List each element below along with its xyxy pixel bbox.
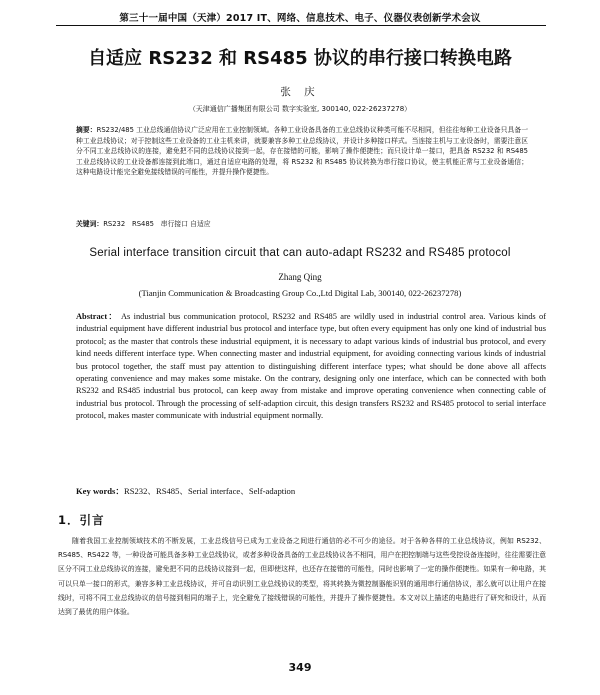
section-heading-introduction: 1．引言 <box>58 513 105 527</box>
affiliation-en: (Tianjin Communication & Broadcasting Group Co.,Ltd Digital Lab, 300140, 022-26237278) <box>138 288 462 298</box>
abstract-en-text: As industrial bus communication protocol, RS232 and RS485 are wildly used in industrial control area. Various kinds of industrial equipment have different industrial bus protocol and interface type, but often every equipment has only one kind of industrial bus protocol; as the master that controls these industrial equipment, it is necessary to adapt various kinds of industrial bus protocol, and every kind needs different interface type. When connecting master and industrial equipment, for avoiding connecting various kinds of industrial bus protocol together, the staff must pay attention to distinguishing different interface types; what should be done above all affects operating convenience and may makes some mistake. On the contrary, designing only one interface, which can be connected with both RS232 and RS485 industrial bus protocol, can keep away from mistake and improve operating convenience when connecting cable of industrial bus protocol. Through the processing of self-adaption circuit, this design transfers RS232 and RS485 protocol to serial interface protocol, makes master communicate with industrial equipment normally. <box>76 312 547 421</box>
keywords-zh-text: RS232 RS485 串行接口 自适应 <box>103 220 211 228</box>
keywords-en <box>76 485 546 497</box>
abstract-zh <box>76 125 528 178</box>
abstract-en <box>76 311 546 423</box>
abstract-zh-text: RS232/485 工业总线通信协议广泛应用在工业控制领域。各种工业设备具备的工业总线协议种类可能不尽相同，但往往每种工业设备只具备一种工业总线协议；对于控制这些工业设备的工业主机来讲，就要兼容多种工业总线协议，并设计多种接口样式。当连接主机与工业设备时，需要注意区分不同工业总线协议的连接，避免把不同的总线协议接到一起，存在接错的可能，影响了操作便捷性；而只设计单一接口，把具备 RS232 和 RS485 工业总线协议的工业设备都连接到此端口，通过自适应电路的处理，将 RS232 和 RS485 协议转换为串行接口协议，使主机能正常与工业设备通信；这种电路设计能完全避免接线错误的可能性，并提升操作便捷性。 <box>76 126 529 176</box>
header-divider <box>56 25 546 26</box>
keywords-zh <box>76 218 528 228</box>
abstract-zh-label: 摘要： <box>76 126 97 134</box>
paper-title-en: Serial interface transition circuit that can auto-adapt RS232 and RS485 protocol <box>89 247 511 259</box>
paper-title-zh: 自适应 RS232 和 RS485 协议的串行接口转换电路 <box>88 48 512 69</box>
abstract-en-label: Abstract： <box>76 312 119 321</box>
keywords-zh-label: 关键词： <box>76 220 104 228</box>
introduction-paragraph: 随着我国工业控制领域技术的不断发展，工业总线信号已成为工业设备之间进行通信的必不可少的途径。对于各种各样的工业总线协议，例如 RS232、RS485、RS422 等，一种设备可能具备多种工业总线协议，或者多种设备具备的工业总线协议各不相同，用户在把控制端与这些受控设备连接时，往往需要注意区分不同工业总线协议的连接，避免把不同的总线协议接到一起，但即使这样，也还存在接错的可能性，同时也影响了一定的操作便捷性。如果有一种电路，其可以只单一接口的形式，兼容多种工业总线协议，并可自动识别工业总线协议的类型，将其转换为微控制器能识别的通用串行通信协议，那么就可以让用户在接线时，可将不同工业总线协议的信号接到相同的端子上，完全避免了接线错误的可能性，并提升了操作便捷性。本文对以上描述的电路进行了研究和设计，从而达到了最优的用户体验。 <box>58 537 546 617</box>
keywords-en-label: Key words： <box>76 486 124 496</box>
author-zh: 张 庆 <box>280 86 320 98</box>
conference-header: 第三十一届中国（天津）2017 IT、网络、信息技术、电子、仪器仪表创新学术会议 <box>119 13 481 24</box>
author-en: Zhang Qing <box>278 272 322 282</box>
keywords-en-text: RS232、RS485、Serial interface、Self-adaption <box>123 486 296 496</box>
affiliation-zh: （天津通信广播集团有限公司 数字实验室, 300140, 022-26237278） <box>188 105 412 113</box>
page-number: 349 <box>288 661 312 674</box>
